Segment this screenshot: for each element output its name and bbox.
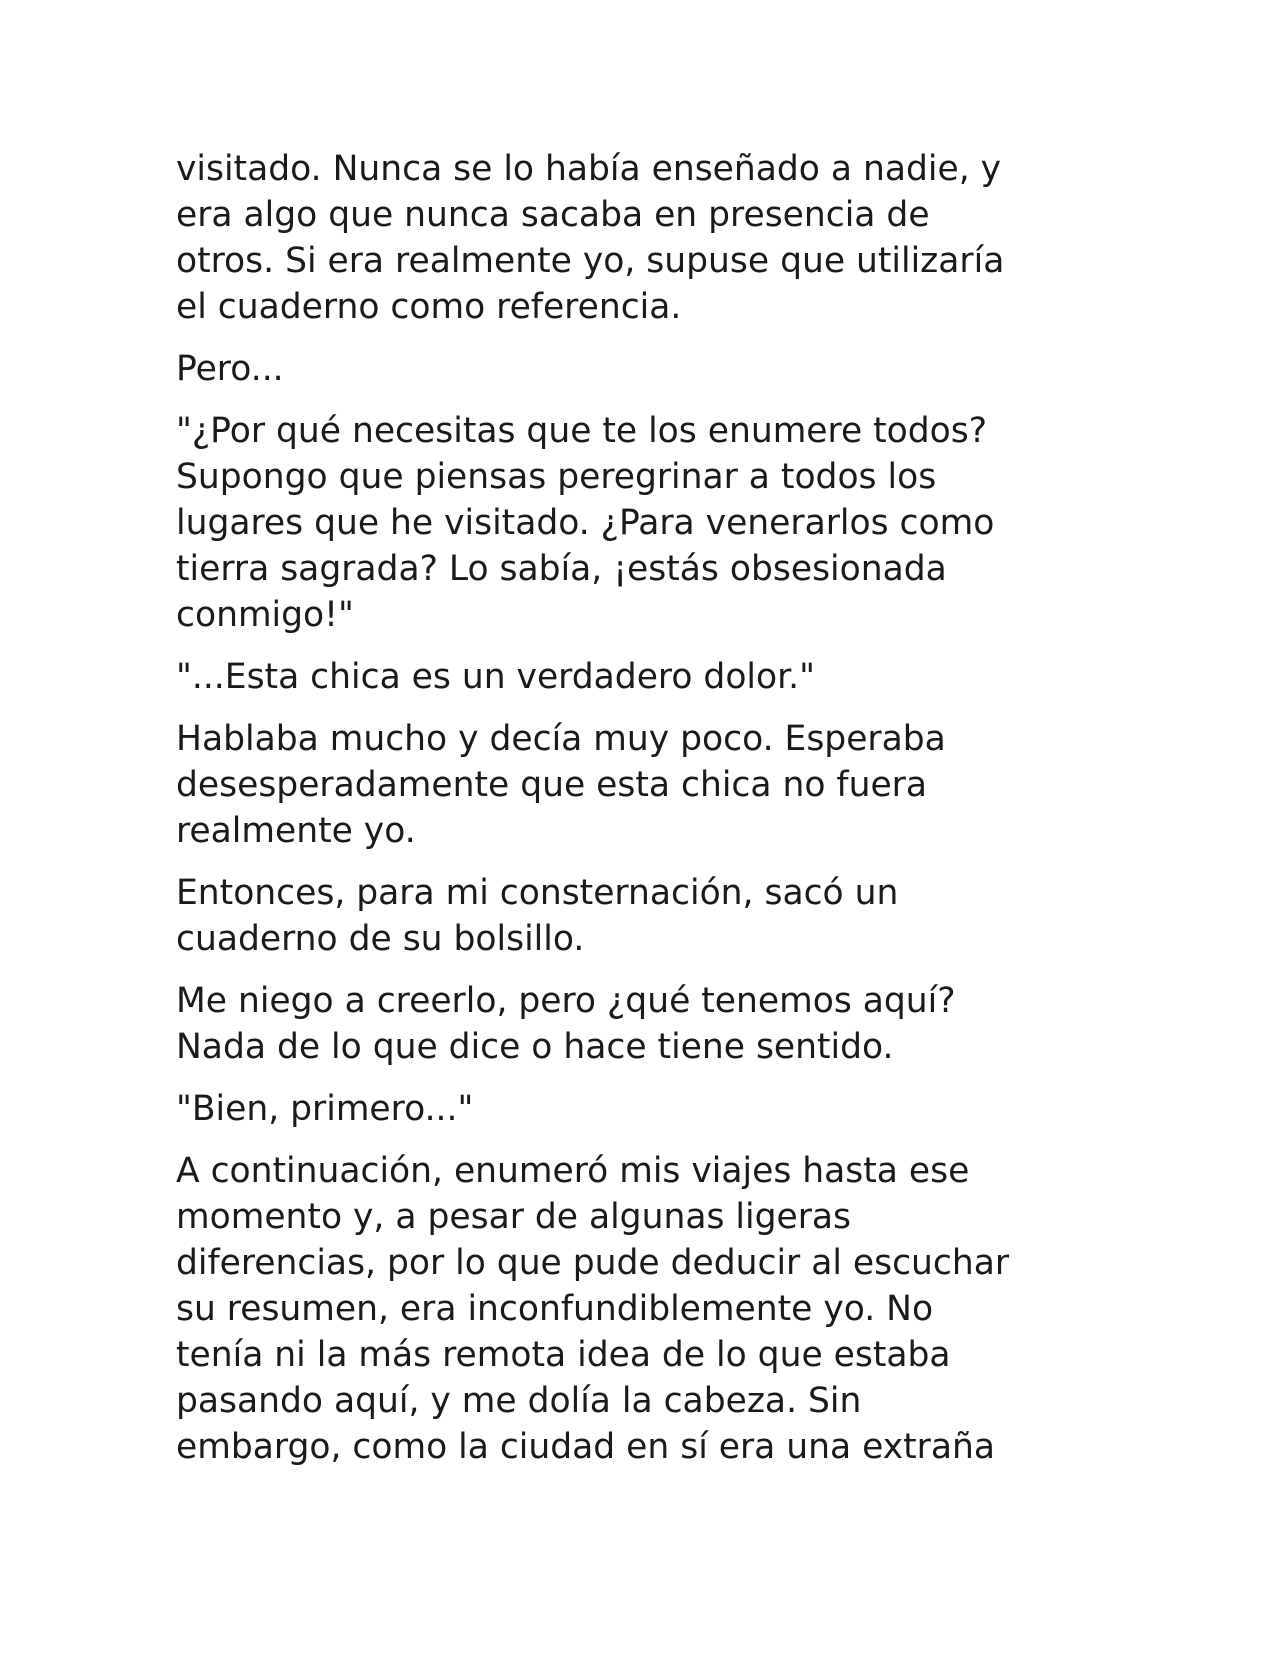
paragraph — [176, 716, 1106, 854]
text-line: pasando aquí, y me dolía la cabeza. Sin — [176, 1381, 862, 1421]
text-line: embargo, como la ciudad en sí era una extraña — [176, 1427, 996, 1467]
paragraph — [176, 408, 1106, 638]
text-line: "Bien, primero..." — [176, 1089, 474, 1129]
text-line: Supongo que piensas peregrinar a todos los — [176, 457, 937, 497]
text-line: realmente yo. — [176, 811, 416, 851]
text-line: otros. Si era realmente yo, supuse que utilizaría — [176, 241, 1005, 281]
text-line: tenía ni la más remota idea de lo que estaba — [176, 1335, 951, 1375]
text-line: Pero... — [176, 349, 284, 389]
page-text — [176, 146, 1106, 1486]
text-line: momento y, a pesar de algunas ligeras — [176, 1197, 851, 1237]
text-line: tierra sagrada? Lo sabía, ¡estás obsesionada — [176, 549, 947, 589]
text-line: cuaderno de su bolsillo. — [176, 919, 585, 959]
paragraph — [176, 978, 1106, 1070]
text-line: Me niego a creerlo, pero ¿qué tenemos aquí? — [176, 981, 956, 1021]
paragraph — [176, 870, 1106, 962]
paragraph — [176, 146, 1106, 330]
text-line: "...Esta chica es un verdadero dolor." — [176, 657, 815, 697]
text-line: "¿Por qué necesitas que te los enumere todos? — [176, 411, 988, 451]
text-line: conmigo!" — [176, 595, 354, 635]
text-line: lugares que he visitado. ¿Para venerarlos como — [176, 503, 995, 543]
text-line: el cuaderno como referencia. — [176, 287, 682, 327]
text-line: su resumen, era inconfundiblemente yo. No — [176, 1289, 934, 1329]
paragraph — [176, 1086, 1106, 1132]
text-line: diferencias, por lo que pude deducir al escuchar — [176, 1243, 1010, 1283]
text-line: era algo que nunca sacaba en presencia de — [176, 195, 930, 235]
text-line: Nada de lo que dice o hace tiene sentido. — [176, 1027, 894, 1067]
text-line: desesperadamente que esta chica no fuera — [176, 765, 927, 805]
paragraph — [176, 654, 1106, 700]
text-line: visitado. Nunca se lo había enseñado a nadie, y — [176, 149, 1002, 189]
paragraph — [176, 1148, 1106, 1470]
text-line: A continuación, enumeró mis viajes hasta ese — [176, 1151, 970, 1191]
text-line: Hablaba mucho y decía muy poco. Esperaba — [176, 719, 946, 759]
paragraph — [176, 346, 1106, 392]
text-line: Entonces, para mi consternación, sacó un — [176, 873, 899, 913]
